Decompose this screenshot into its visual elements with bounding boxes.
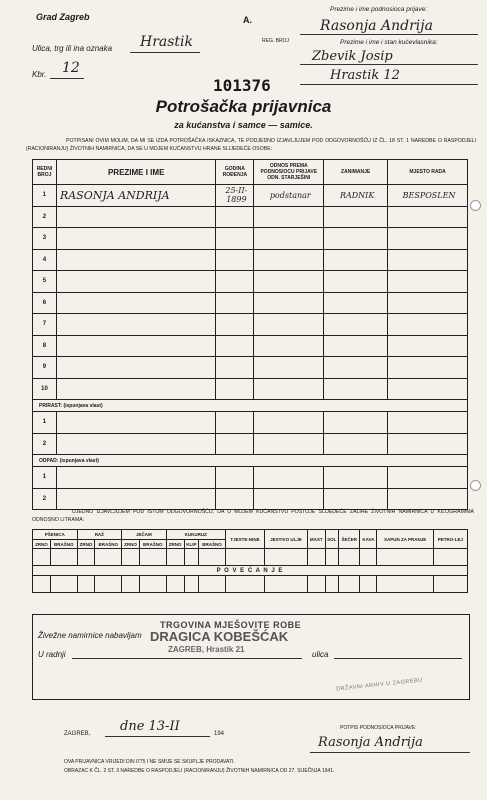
city-label: Grad Zagreb <box>36 12 90 22</box>
cell-occupation <box>324 335 388 357</box>
food-group-header: RAŽ <box>77 530 122 540</box>
cell-year <box>216 357 254 379</box>
cell-empty <box>254 433 324 455</box>
cell-workplace <box>388 228 468 250</box>
col-name: PREZIME I IME <box>56 160 215 185</box>
cell-empty <box>216 433 254 455</box>
punch-hole-bottom <box>470 480 481 491</box>
food-sub-header: ZRNO <box>77 540 95 549</box>
cell-name <box>56 249 215 271</box>
food-sub-header: ZRNO <box>33 540 51 549</box>
cell-occupation <box>324 271 388 293</box>
cell-year <box>216 335 254 357</box>
cell-name <box>56 228 215 250</box>
food-item-header: SOL <box>325 530 338 549</box>
food-item-header: KAVA <box>360 530 377 549</box>
food-cell <box>50 549 77 566</box>
cell-year <box>216 228 254 250</box>
house-value: 12 <box>62 60 80 76</box>
signature-value: Rasonja Andrija <box>318 735 423 750</box>
cell-name <box>56 378 215 400</box>
sheet-letter: A. <box>243 15 252 25</box>
cell-num: 9 <box>33 357 57 379</box>
cell-occupation <box>324 314 388 336</box>
food-cell <box>184 549 199 566</box>
food-cell <box>360 549 377 566</box>
cell-name <box>56 357 215 379</box>
owner-line <box>300 64 478 65</box>
cell-occupation <box>324 206 388 228</box>
food-cell <box>166 576 184 593</box>
food-cell <box>325 576 338 593</box>
food-sub-header: BRAŠNO <box>199 540 226 549</box>
food-item-header: TJESTE-NINE <box>225 530 264 549</box>
cell-num: 5 <box>33 271 57 293</box>
food-cell <box>265 576 308 593</box>
table-row <box>33 185 468 207</box>
applicant-value: Rasonja Andrija <box>320 18 433 34</box>
food-cell <box>433 549 467 566</box>
food-sub-header: ZRNO <box>122 540 140 549</box>
street-label-2: ulica <box>312 650 329 659</box>
cell-empty <box>254 488 324 510</box>
food-cell <box>225 576 264 593</box>
food-cell <box>95 549 122 566</box>
cell-year <box>216 271 254 293</box>
col-relation: ODNOS PREMA PODNOSIOCU PRIJAVE ODN. STARJEŠINI <box>254 160 324 185</box>
supply-street-line <box>334 658 462 659</box>
signature-line <box>310 752 470 753</box>
street-label: Ulica, trg ili ina oznaka <box>32 44 113 53</box>
table-row <box>33 271 468 293</box>
cell-num: 2 <box>33 206 57 228</box>
form-subtitle: za kućanstva i samce — samice. <box>174 120 313 130</box>
food-cell <box>199 576 226 593</box>
cell-occupation <box>324 292 388 314</box>
cell-relation <box>254 357 324 379</box>
cell-empty <box>254 412 324 434</box>
food-item-header: MAST <box>307 530 325 549</box>
food-sub-header: BRAŠNO <box>139 540 166 549</box>
footer-place: ZAGREB, <box>64 731 91 737</box>
col-occupation: ZANIMANJE <box>324 160 388 185</box>
declaration-text: POTPISANI OVIM MOLIM, DA MI SE IZDA POTROŠAČKA ISKAZNICA, TE PODJEDNO IZJAVLJUJEM POD ODGOVORNOŠĆU IZ ČL. 18 ST. 1 NAREDBE O RASPODJELI (RACIONIRANJU) ŽIVOTNIH NAMIRNICA, DA SE U MOJEM KUĆANSTVU HRANE SLIJEDEĆE OSOBE: <box>26 138 476 152</box>
cell-occupation <box>324 378 388 400</box>
cell-workplace <box>388 206 468 228</box>
food-cell <box>122 549 140 566</box>
cell-relation <box>254 292 324 314</box>
cell-empty <box>388 488 468 510</box>
supply-label: Živežne namirnice nabavljam <box>38 631 142 640</box>
cell-empty <box>324 433 388 455</box>
food-stock-table <box>32 529 468 593</box>
cell-name: RASONJA ANDRIJA <box>56 185 215 207</box>
cell-num: 3 <box>33 228 57 250</box>
cell-empty <box>324 488 388 510</box>
cell-occupation: RADNIK <box>324 185 388 207</box>
food-cell <box>338 549 359 566</box>
cell-empty <box>324 467 388 489</box>
cell-occupation <box>324 228 388 250</box>
serial-number: 101376 <box>213 76 271 95</box>
cell-year <box>216 249 254 271</box>
form-title: Potrošačka prijavnica <box>155 97 332 116</box>
food-item-header: PETRO-LEJ <box>433 530 467 549</box>
archive-stamp: DRŽAVNI ARHIV U ZAGREBU <box>335 677 423 693</box>
food-cell <box>184 576 199 593</box>
table-row <box>33 249 468 271</box>
food-cell <box>377 576 433 593</box>
cell-num: 1 <box>33 467 57 489</box>
cell-name <box>56 271 215 293</box>
cell-empty <box>216 488 254 510</box>
table-row <box>33 228 468 250</box>
food-cell <box>166 549 184 566</box>
cell-year <box>216 378 254 400</box>
owner-address-line <box>300 84 478 85</box>
house-line <box>50 78 84 79</box>
food-cell <box>377 549 433 566</box>
cell-empty <box>216 412 254 434</box>
cell-num: 10 <box>33 378 57 400</box>
table-row <box>33 378 468 400</box>
col-workplace: MJESTO RADA <box>388 160 468 185</box>
cell-name <box>56 314 215 336</box>
cell-num: 1 <box>33 185 57 207</box>
table-row <box>33 412 468 434</box>
applicant-label: Prezime i ime podnosioca prijave: <box>330 6 428 13</box>
food-sub-header: BRAŠNO <box>50 540 77 549</box>
cell-relation <box>254 314 324 336</box>
table-row <box>33 433 468 455</box>
cell-relation <box>254 335 324 357</box>
table-row <box>33 314 468 336</box>
food-cell <box>307 549 325 566</box>
cell-num: 4 <box>33 249 57 271</box>
cell-empty <box>56 467 215 489</box>
cell-workplace <box>388 357 468 379</box>
store-stamp-line1: TRGOVINA MJEŠOVITE ROBE <box>160 620 302 630</box>
cell-num: 2 <box>33 488 57 510</box>
food-cell <box>225 549 264 566</box>
cell-empty <box>56 488 215 510</box>
cell-num: 7 <box>33 314 57 336</box>
cell-year: 25-II-1899 <box>216 185 254 207</box>
cell-name <box>56 206 215 228</box>
cell-relation <box>254 249 324 271</box>
cell-empty <box>216 467 254 489</box>
food-cell <box>50 576 77 593</box>
reg-label: REG. BROJ <box>262 38 289 44</box>
table-row <box>33 335 468 357</box>
cell-workplace <box>388 335 468 357</box>
table-row <box>33 488 468 510</box>
cell-name <box>56 292 215 314</box>
shop-line <box>72 658 302 659</box>
street-line <box>130 52 200 53</box>
food-cell <box>33 576 51 593</box>
punch-hole-top <box>470 200 481 211</box>
food-cell <box>139 549 166 566</box>
food-sub-header: BRAŠNO <box>95 540 122 549</box>
food-group-header: PŠENICA <box>33 530 78 540</box>
cell-empty <box>56 433 215 455</box>
table-row <box>33 357 468 379</box>
food-cell <box>77 576 95 593</box>
cell-name <box>56 335 215 357</box>
cell-relation <box>254 271 324 293</box>
increase-label: P O V E Ć A N J E <box>33 566 468 576</box>
table-row <box>33 292 468 314</box>
cell-empty <box>56 412 215 434</box>
cell-empty <box>388 412 468 434</box>
prirast-label: PRIRAST: (ispunjava vlast) <box>33 400 468 412</box>
food-cell <box>139 576 166 593</box>
street-value: Hrastik <box>140 34 194 50</box>
footer-year: 194 <box>214 731 225 737</box>
food-cell <box>199 549 226 566</box>
cell-workplace <box>388 249 468 271</box>
col-num: REDNI BROJ <box>33 160 57 185</box>
owner-label: Prezime i ime i stan kućevlasnika: <box>340 39 438 46</box>
declaration2-text: UJEDNO IZJAVLJUJEM POD ISTOM ODGOVORNOŠĆU, DA U MOJEM KUĆANSTVU POSTOJE SLIJEDEĆE ZALIHE ŽIVOTNIH NAMIRNICA U KILOGRAMIMA ODNOSNO LITRAMA: <box>32 509 474 523</box>
table-row <box>33 206 468 228</box>
footer-note2: OBRAZAC K ČL. 2 ST. 3 NAREDBE O RASPODJELI (RACIONIRANJU) ŽIVOTNIH NAMIRNICA OD 27. SIJEČNJA 1941. <box>64 768 335 774</box>
cell-occupation <box>324 357 388 379</box>
cell-workplace <box>388 271 468 293</box>
store-stamp-line2: DRAGICA KOBEŠĆAK <box>150 629 289 644</box>
date-line <box>105 736 210 737</box>
food-group-header: KUKURUZ <box>166 530 225 540</box>
cell-year <box>216 292 254 314</box>
cell-year <box>216 206 254 228</box>
cell-year <box>216 314 254 336</box>
odpad-label: ODPAD: (ispunjava vlast) <box>33 455 468 467</box>
house-label: Kbr. <box>32 70 47 79</box>
food-cell <box>265 549 308 566</box>
cell-relation: podstanar <box>254 185 324 207</box>
cell-num: 6 <box>33 292 57 314</box>
cell-empty <box>388 433 468 455</box>
household-table <box>32 159 468 510</box>
food-sub-header: ZRNO <box>166 540 184 549</box>
cell-num: 8 <box>33 335 57 357</box>
cell-occupation <box>324 249 388 271</box>
cell-workplace: BESPOSLEN <box>388 185 468 207</box>
cell-workplace <box>388 378 468 400</box>
cell-relation <box>254 206 324 228</box>
cell-relation <box>254 378 324 400</box>
col-year: GODINA ROĐENJA <box>216 160 254 185</box>
cell-relation <box>254 228 324 250</box>
table-row <box>33 467 468 489</box>
shop-label: U radnji <box>38 650 66 659</box>
owner-address: Hrastik 12 <box>330 68 400 83</box>
cell-empty <box>324 412 388 434</box>
store-stamp-line3: ZAGREB, Hrastik 21 <box>168 645 245 654</box>
food-cell <box>95 576 122 593</box>
food-cell <box>77 549 95 566</box>
food-cell <box>122 576 140 593</box>
owner-value: Zbevik Josip <box>312 49 393 64</box>
food-item-header: ŠEĆER <box>338 530 359 549</box>
cell-empty <box>254 467 324 489</box>
food-group-header: JEČAM <box>122 530 167 540</box>
cell-workplace <box>388 292 468 314</box>
food-item-header: JESTIVO ULJE <box>265 530 308 549</box>
food-sub-header: KLIP <box>184 540 199 549</box>
food-cell <box>33 549 51 566</box>
food-cell <box>360 576 377 593</box>
cell-num: 1 <box>33 412 57 434</box>
cell-workplace <box>388 314 468 336</box>
food-cell <box>307 576 325 593</box>
food-cell <box>325 549 338 566</box>
footer-date: dne 13-II <box>120 719 180 734</box>
food-cell <box>433 576 467 593</box>
applicant-line <box>300 34 478 35</box>
food-item-header: SAPUN ZA PRANJE <box>377 530 433 549</box>
cell-num: 2 <box>33 433 57 455</box>
signature-label: POTPIS PODNOSIOCA PRIJAVE: <box>340 725 417 731</box>
footer-note1: OVA PRIJAVNICA VRIJEDI DIN 0'75 I NE SMIJE SE SKUPLJE PRODAVATI. <box>64 759 235 765</box>
cell-empty <box>388 467 468 489</box>
food-cell <box>338 576 359 593</box>
